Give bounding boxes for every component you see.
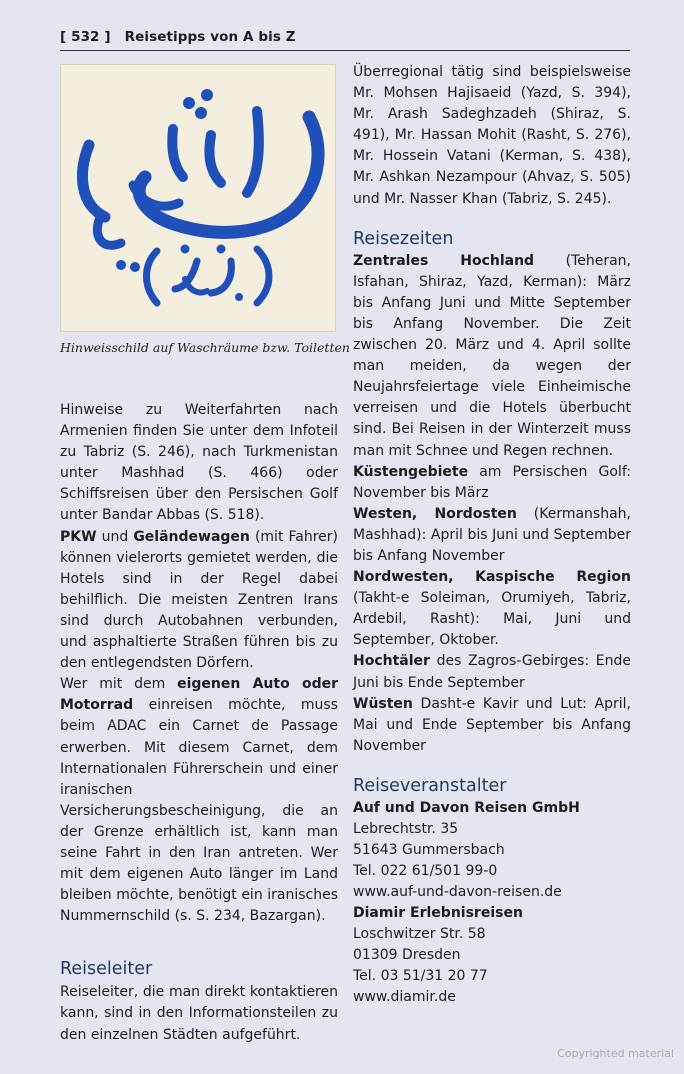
text: (Takht-e Soleiman, Orumiyeh, Tabriz, Ardebil, Rasht): Mai, Juni und September, Oktober. xyxy=(353,590,631,649)
paragraph-reiseleiter-list: Überregional tätig sind beispielsweise Mr. Mohsen Hajisaeid (Yazd, S. 394), Mr. Arash Sadeghzadeh (Shiraz, S. 491), Mr. Hassan Mohit (Rasht, S. 276), Mr. Hossein Vatani (Kerman, S. 438), Mr. Ashkan Nezampour (Ahvaz, S. 505) und Mr. Nasser Khan (Tabriz, S. 245). xyxy=(353,64,631,207)
season-hochtaeler xyxy=(353,651,631,693)
term: Westen, Nordosten xyxy=(353,505,517,522)
running-title: Reisetipps von A bis Z xyxy=(124,29,296,45)
season-nordwesten xyxy=(353,567,631,651)
text: Dasht-e Kavir und Lut: April, Mai und Ende September bis Anfang November xyxy=(353,695,631,754)
season-zentrales-hochland xyxy=(353,251,631,462)
text: am Persischen Golf: November bis März xyxy=(353,463,631,501)
paragraph-weiterfahrten: Hinweise zu Weiterfahrten nach Armenien finden Sie unter dem Infoteil zu Tabriz (S. 246), nach Turkmenistan unter Mashhad (S. 466) oder Schiffsreisen über den Persischen Golf unter Bandar Abbas (S. 518). xyxy=(60,402,338,524)
heading-reiseveranstalter: Reiseveranstalter xyxy=(353,775,507,796)
term: Wüsten xyxy=(353,695,413,712)
paragraph-reiseleiter: Reiseleiter, die man direkt kontaktieren kann, sind in den Informationsteilen zu den einzelnen Städten aufgeführt. xyxy=(60,984,338,1043)
term-gelaendewagen: Geländewagen xyxy=(133,528,250,545)
text: des Zagros-Gebirges: Ende Juni bis Ende September xyxy=(353,653,631,691)
page-number: [ 532 ] xyxy=(60,29,111,45)
text: (mit Fahrer) können vielerorts gemietet werden, die Hotels sind in der Regel dabei behilflich. Die meisten Zentren Irans sind durch Autobahnen verbunden, und asphaltierte Straßen führen bis zu den entlegendsten Dörfern. xyxy=(60,528,338,672)
paragraph-pkw xyxy=(60,527,338,675)
text: einreisen möchte, muss beim ADAC ein Carnet de Passage erwerben. Mit diesem Carnet, dem Internationalen Führerschein und einer iranischen Versicherungsbescheinigung, die an der Grenze erhältlich ist, kann man seine Fahrt in den Iran antreten. Wer mit dem eigenen Auto länger im Land bleiben möchte, benötigt ein iranisches Nummernschild (s. S. 234, Bazargan). xyxy=(60,697,338,925)
term: Küstengebiete xyxy=(353,463,469,480)
street: Lebrechtstr. 35 xyxy=(353,820,459,837)
city: 51643 Gummersbach xyxy=(353,841,505,858)
paragraph-eigenes-auto xyxy=(60,674,338,927)
calligraphy-sign-icon xyxy=(61,65,335,331)
phone: Tel. 03 51/31 20 77 xyxy=(353,967,488,984)
calligraphy-sign-image xyxy=(60,64,336,332)
term: Zentrales Hochland xyxy=(353,252,535,269)
season-kuestengebiete xyxy=(353,462,631,504)
phone: Tel. 022 61/501 99-0 xyxy=(353,862,498,879)
term-pkw: PKW xyxy=(60,528,97,545)
term-eigenes-auto: eigenen Auto oder Motorrad xyxy=(60,676,338,714)
running-header xyxy=(60,29,630,45)
heading-reisezeiten: Reisezeiten xyxy=(353,228,454,249)
text: Wer mit dem xyxy=(60,676,178,693)
text: (Teheran, Isfahan, Shiraz, Yazd, Kerman): März bis Anfang Juni und Mitte September bis Anfang November. Die Zeit zwischen 20. März und 4. April sollte man meiden, da wegen der Neujahrsfeiertage viele Einheimische verreisen und die Hotels überbucht sind. Bei Reisen in der Winterzeit muss man mit Schnee und Regen rechnen. xyxy=(353,252,631,459)
city: 01309 Dresden xyxy=(353,946,461,963)
season-wuesten xyxy=(353,694,631,757)
term: Hochtäler xyxy=(353,653,430,670)
website-link[interactable]: www.auf-und-davon-reisen.de xyxy=(353,883,562,900)
street: Loschwitzer Str. 58 xyxy=(353,925,486,942)
copyright-watermark: Copyrighted material xyxy=(557,1047,674,1060)
website-link[interactable]: www.diamir.de xyxy=(353,988,456,1005)
term: Nordwesten, Kaspische Region xyxy=(353,569,631,586)
right-column xyxy=(353,62,631,1008)
text: (Kermanshah, Mashhad): April bis Juni und September bis Anfang November xyxy=(353,505,631,564)
season-westen-nordosten xyxy=(353,504,631,567)
left-column xyxy=(60,400,338,1046)
company-name: Auf und Davon Reisen GmbH xyxy=(353,799,580,816)
header-rule xyxy=(60,50,630,51)
address-diamir xyxy=(353,903,631,1008)
text: und xyxy=(96,528,134,545)
address-auf-und-davon xyxy=(353,798,631,903)
heading-reiseleiter: Reiseleiter xyxy=(60,959,153,980)
figure-caption: Hinweisschild auf Waschräume bzw. Toiletten xyxy=(60,340,350,355)
company-name: Diamir Erlebnisreisen xyxy=(353,904,523,921)
